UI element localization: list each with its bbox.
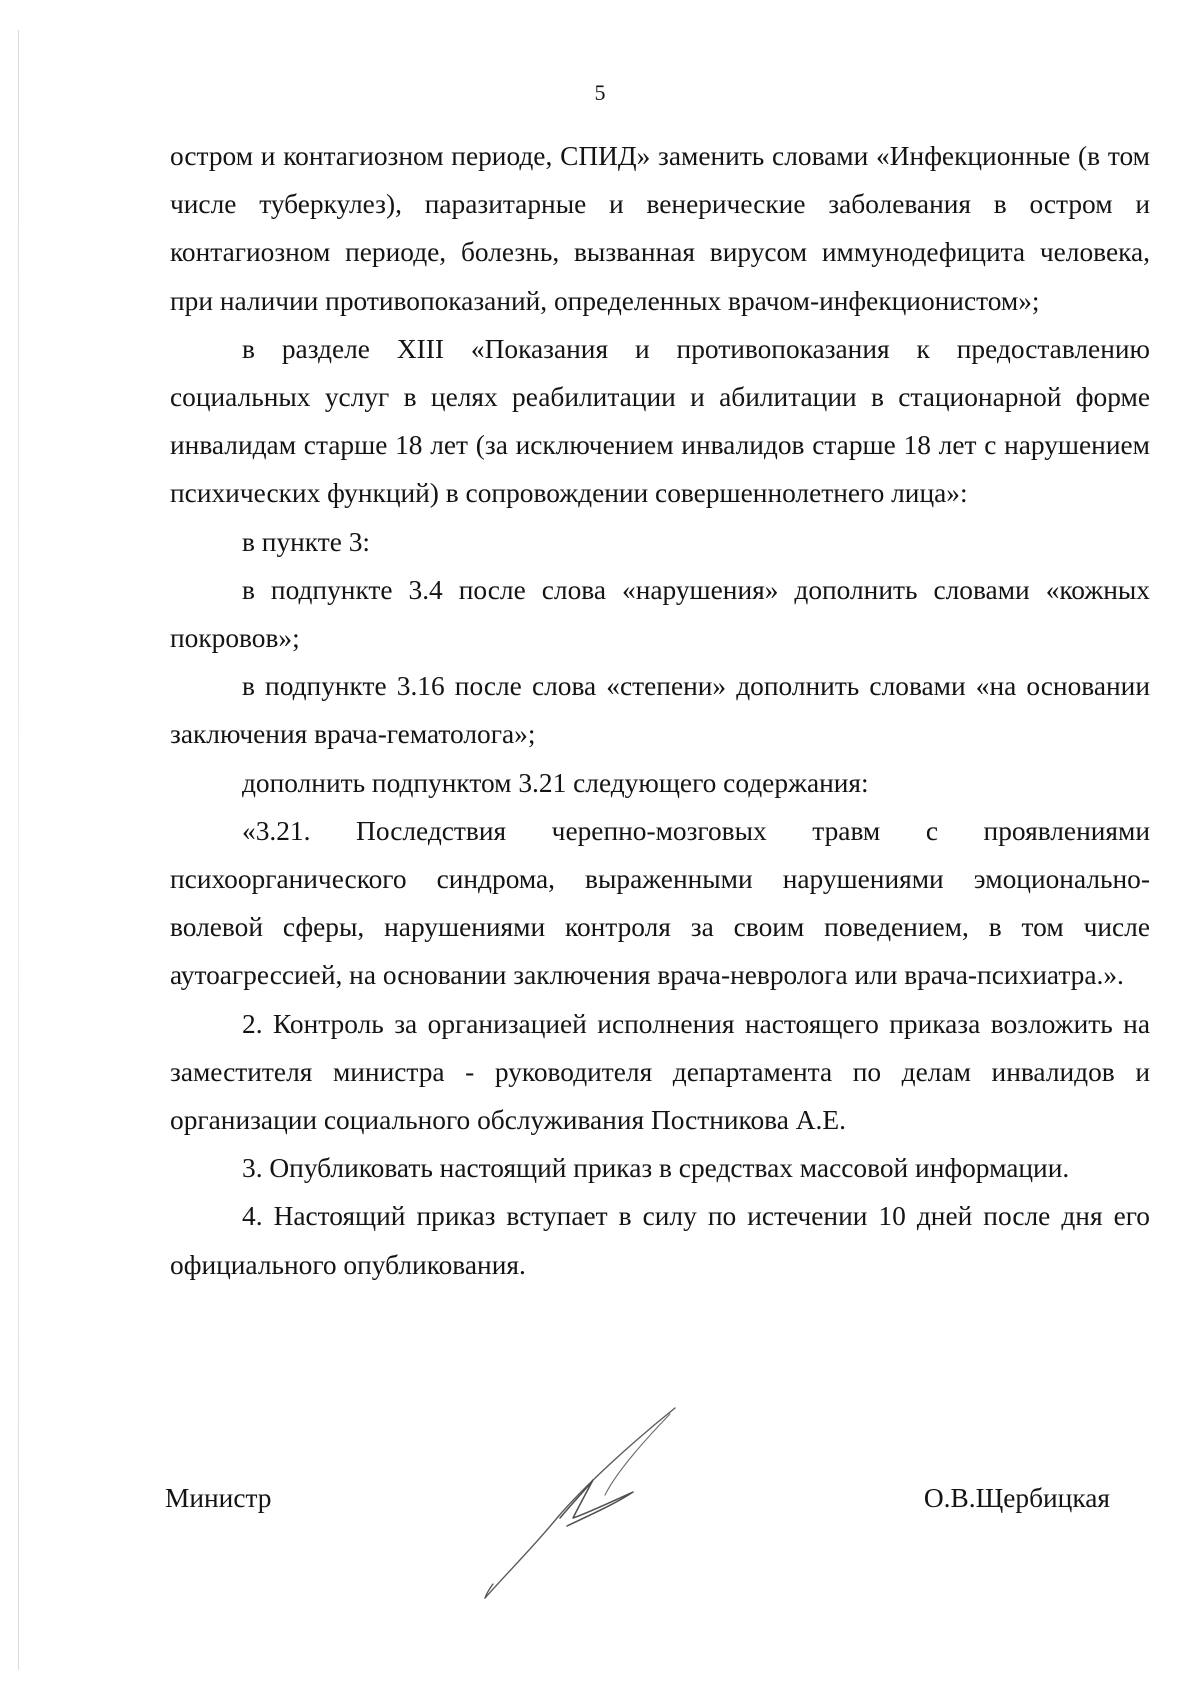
paragraph-point-3: в пункте 3: — [242, 526, 371, 557]
paragraph-add-subpoint: дополнить подпунктом 3.21 следующего содержания: — [242, 767, 869, 798]
page-number: 5 — [594, 80, 606, 105]
paragraph-item-2: 2. Контроль за организацией исполнения настоящего приказа возложить на заместителя министра - руководителя департамента по делам инвалидов и организации социального обслуживания Постникова А.Е. — [170, 1008, 1150, 1136]
document-body — [170, 132, 1150, 1289]
paragraph-subpoint-3-16: в подпункте 3.16 после слова «степени» дополнить словами «на основании заключения врача-гематолога»; — [170, 671, 1150, 750]
paragraph-section-xiii: в разделе XIII «Показания и противопоказания к предоставлению социальных услуг в целях реабилитации и абилитации в стационарной форме инвалидам старше 18 лет (за исключением инвалидов старше 18 лет с нарушением психических функций) в сопровождении совершеннолетнего лица»: — [170, 333, 1150, 509]
paragraph-subpoint-3-21: «3.21. Последствия черепно-мозговых травм с проявлениями психоорганического синдрома, выраженными нарушениями эмоционально-волевой сферы, нарушениями контроля за своим поведением, в том числе аутоагрессией, на основании заключения врача-невролога или врача-психиатра.». — [170, 815, 1150, 991]
signatory-title: Министр — [165, 1483, 272, 1513]
paragraph-item-3: 3. Опубликовать настоящий приказ в средствах массовой информации. — [242, 1153, 1070, 1184]
paragraph-item-4: 4. Настоящий приказ вступает в силу по истечении 10 дней после дня его официального опубликования. — [170, 1201, 1150, 1280]
signatory-name: О.В.Щербицкая — [923, 1483, 1110, 1513]
paragraph-subpoint-3-4: в подпункте 3.4 после слова «нарушения» дополнить словами «кожных покровов»; — [170, 574, 1150, 654]
scan-edge-line — [18, 30, 19, 1670]
paragraph-continuation: остром и контагиозном периоде, СПИД» заменить словами «Инфекционные (в том числе туберкулез), паразитарные и венерические заболевания в остром и контагиозном периоде, болезнь, вызванная вирусом иммунодефицита человека, при наличии противопоказаний, определенных врачом-инфекционистом»; — [170, 141, 1150, 316]
handwritten-signature — [465, 1400, 765, 1610]
